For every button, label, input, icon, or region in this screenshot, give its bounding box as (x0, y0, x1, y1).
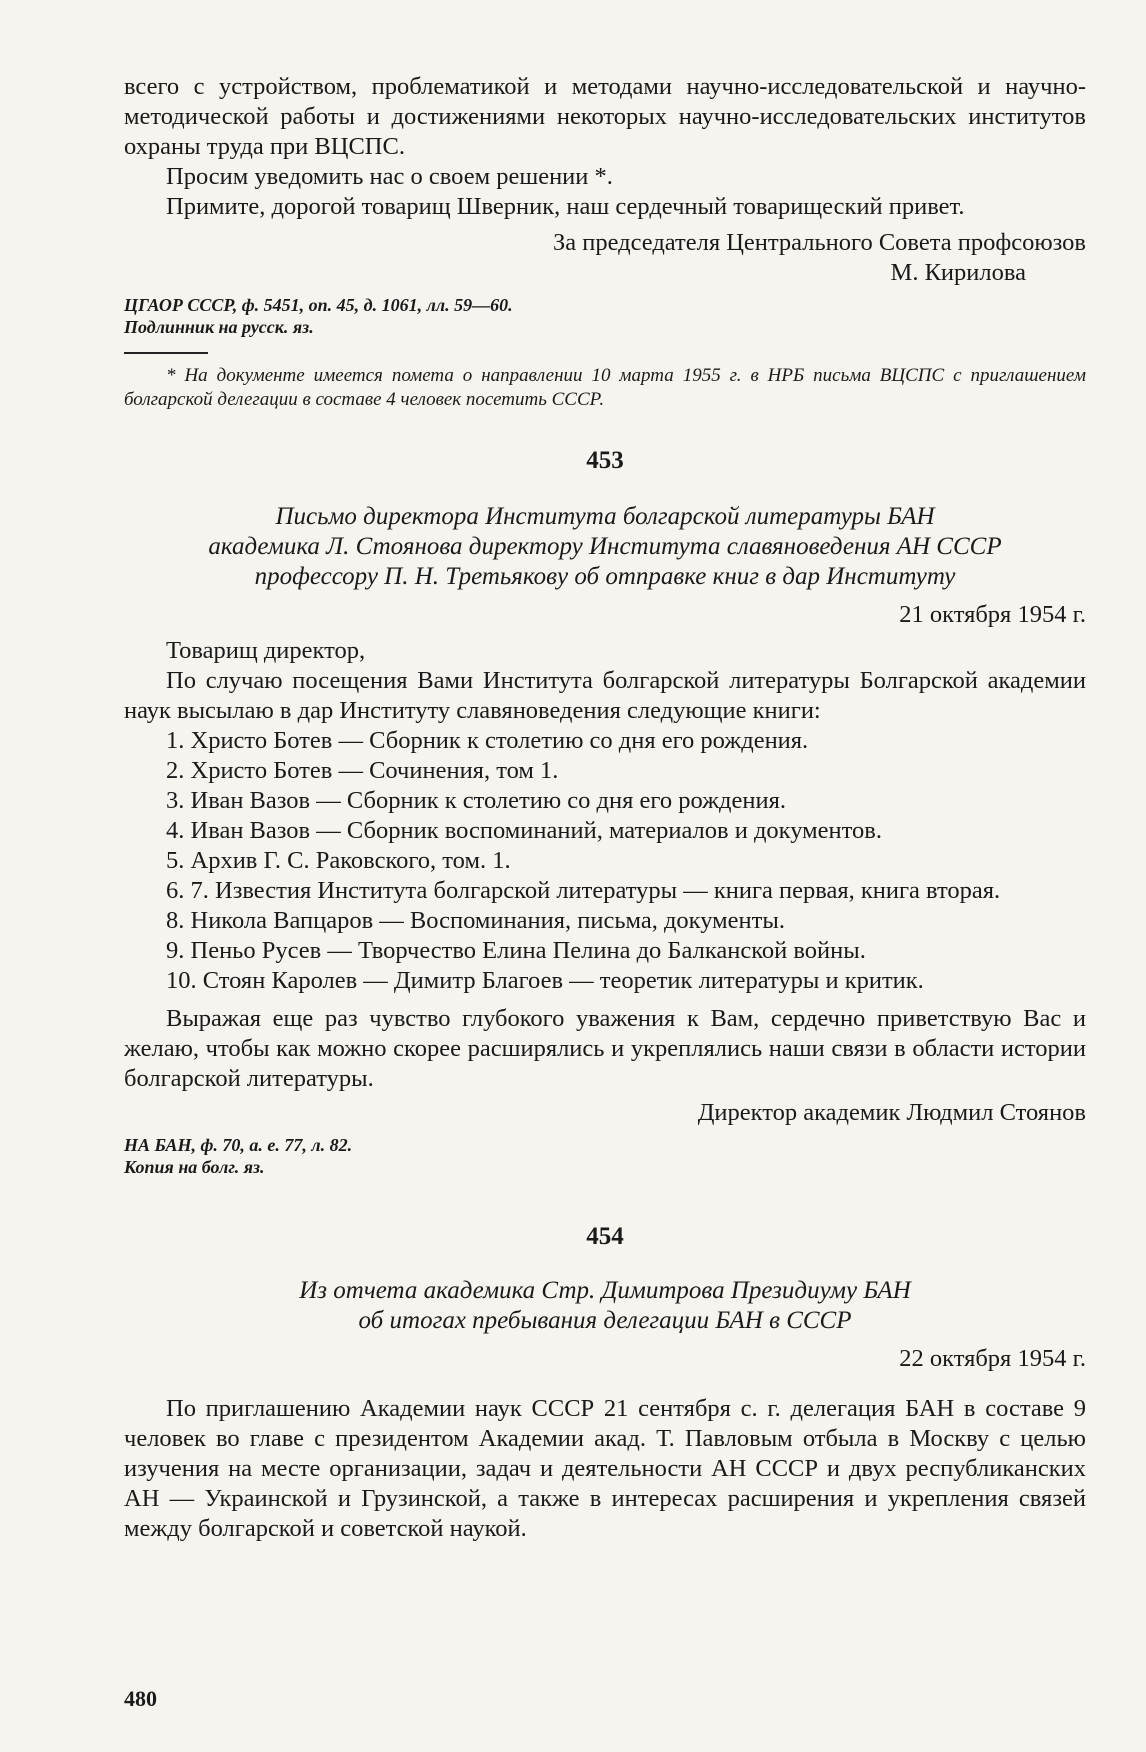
document-number: 453 (586, 447, 624, 474)
list-item: 6. 7. Известия Института болгарской литературы — книга первая, книга вторая. (166, 877, 1001, 904)
signature-title: За председателя Центрального Совета профсоюзов (552, 229, 1086, 256)
archive-language-note: Подлинник на русск. яз. (124, 317, 314, 337)
list-item: 9. Пеньо Русев — Творчество Елина Пелина до Балканской войны. (166, 937, 866, 964)
document-title-line: Письмо директора Института болгарской литературы БАН (275, 503, 935, 530)
page-content (124, 72, 1086, 1544)
paragraph: всего с устройством, проблематикой и методами научно-исследовательской и научно-методической работы и достижениями некоторых научно-исследовательских институтов охраны труда при ВЦСПС. (124, 73, 1086, 160)
salutation: Товарищ директор, (166, 637, 366, 664)
page-number: 480 (124, 1686, 157, 1711)
paragraph: Просим уведомить нас о своем решении *. (166, 163, 613, 190)
document-title-line: Из отчета академика Стр. Димитрова Президиуму БАН (299, 1277, 911, 1304)
archive-reference: ЦГАОР СССР, ф. 5451, оп. 45, д. 1061, лл. 59—60. (124, 295, 513, 315)
list-item: 8. Никола Вапцаров — Воспоминания, письма, документы. (166, 907, 785, 934)
list-item: 2. Христо Ботев — Сочинения, том 1. (166, 757, 559, 784)
list-item: 10. Стоян Каролев — Димитр Благоев — теоретик литературы и критик. (166, 967, 924, 994)
document-title (124, 502, 1086, 592)
paragraph: Примите, дорогой товарищ Шверник, наш сердечный товарищеский привет. (166, 193, 965, 220)
document-title-line: профессору П. Н. Третьякову об отправке книг в дар Институту (254, 563, 956, 590)
footnote: * На документе имеется помета о направлении 10 марта 1955 г. в НРБ письма ВЦСПС с приглашением болгарской делегации в составе 4 человек посетить СССР. (124, 365, 1086, 410)
archive-language-note: Копия на болг. яз. (124, 1157, 265, 1177)
list-item: 5. Архив Г. С. Раковского, том. 1. (166, 847, 511, 874)
document-title-line: академика Л. Стоянова директору Института славяноведения АН СССР (208, 533, 1002, 560)
list-item: 4. Иван Вазов — Сборник воспоминаний, материалов и документов. (166, 817, 882, 844)
document-number: 454 (586, 1223, 624, 1250)
paragraph: По случаю посещения Вами Института болгарской литературы Болгарской академии наук высылаю в дар Институту славяноведения следующие книги: (124, 667, 1086, 724)
book-list (124, 726, 1086, 996)
signature-name: М. Кирилова (890, 259, 1026, 286)
paragraph: По приглашению Академии наук СССР 21 сентября с. г. делегация БАН в составе 9 человек во главе с президентом Академии акад. Т. Павловым отбыла в Москву с целью изучения на месте организации, задач и деятельности АН СССР и двух республиканских АН — Украинской и Грузинской, а также в интересах расширения и укрепления связей между болгарской и советской наукой. (124, 1395, 1086, 1542)
list-item: 3. Иван Вазов — Сборник к столетию со дня его рождения. (166, 787, 786, 814)
document-title-line: об итогах пребывания делегации БАН в СССР (358, 1307, 852, 1334)
footnote-divider (124, 352, 208, 354)
document-title (124, 1276, 1086, 1336)
signature: Директор академик Людмил Стоянов (697, 1099, 1086, 1126)
document-date: 22 октября 1954 г. (899, 1345, 1086, 1372)
list-item: 1. Христо Ботев — Сборник к столетию со дня его рождения. (166, 727, 809, 754)
archive-reference: НА БАН, ф. 70, а. е. 77, л. 82. (124, 1135, 353, 1155)
paragraph: Выражая еще раз чувство глубокого уважения к Вам, сердечно приветствую Вас и желаю, чтобы как можно скорее расширялись и укреплялись наши связи в области истории болгарской литературы. (124, 1005, 1086, 1092)
document-date: 21 октября 1954 г. (899, 601, 1086, 628)
